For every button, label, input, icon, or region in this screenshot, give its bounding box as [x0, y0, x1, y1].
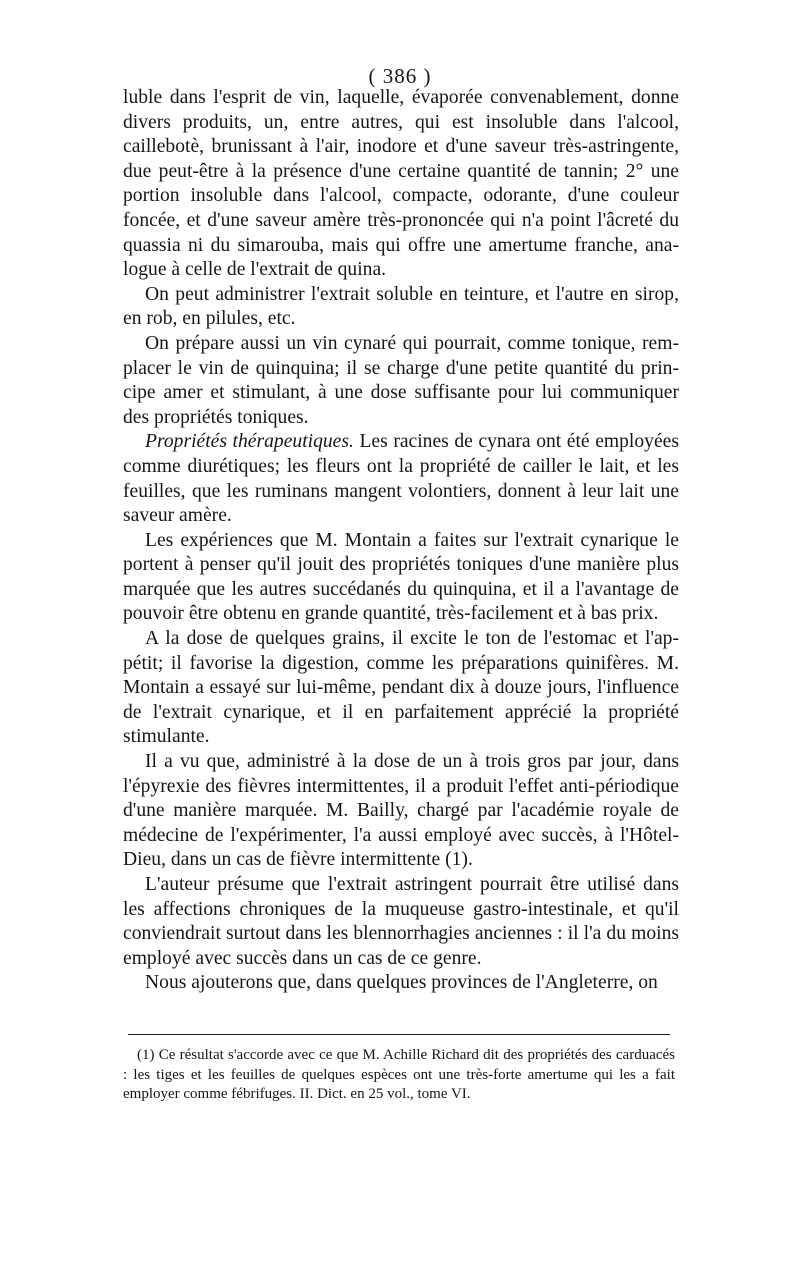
paragraph: A la dose de quelques grains, il excite le ton de l'estomac et l'appétit; il favorise la digestion, comme les préparations quinifères. M. Montain a essayé sur lui-même, pendant dix à douze jours, l'influence de l'extrait cynarique, et il en parfaitement apprécié la propriété stimulante.	[123, 628, 679, 748]
page-number: ( 386 )	[368, 64, 432, 88]
paragraph	[123, 430, 679, 528]
paragraph: On prépare aussi un vin cynaré qui pourrait, comme tonique, remplacer le vin de quinquina; il se charge d'une petite quantité du principe amer et stimulant, à une dose suffisante pour lui communiquer des propriétés toniques.	[123, 332, 679, 428]
paragraph: L'auteur présume que l'extrait astringent pourrait être utilisé dans les affections chroniques de la muqueuse gastro-intestinale, et qu'il conviendrait surtout dans les blennorrhagies anciennes : il l'a du moins employé avec succès dans un cas de ce genre.	[123, 874, 679, 969]
footnotes	[123, 1046, 675, 1105]
footnote: (1) Ce résultat s'accorde avec ce que M. Achille Richard dit des propriétés des carduacés : les tiges et les feuilles de quelques espèces ont une très-forte amertume qui les a fait employer comme fébrifuges. II. Dict. en 25 vol., tome VI.	[123, 1047, 675, 1102]
paragraph: Les expériences que M. Montain a faites sur l'extrait cynarique le portent à penser qu'il jouit des propriétés toniques d'une manière plus marquée que les autres succédanés du quinquina, et il a l'avantage de pouvoir être obtenu en grande quantité, très-facilement et à bas prix.	[123, 529, 679, 625]
paragraph: On peut administrer l'extrait soluble en teinture, et l'autre en sirop, en rob, en pilules, etc.	[123, 283, 679, 330]
paragraph: Nous ajouterons que, dans quelques provinces de l'Angleterre, on	[145, 972, 658, 994]
body-text	[123, 86, 679, 996]
paragraph: luble dans l'esprit de vin, laquelle, évaporée convenablement, donne divers produits, un, entre autres, qui est insoluble dans l'alcool, caillebotè, brunissant à l'air, inodore et d'une saveur très-astringente, due peut-être à la présence d'une certaine quantité de tannin; 2° une portion insoluble dans l'alcool, compacte, odorante, d'une couleur foncée, et d'une saveur amère très-prononcée qui n'a point l'âcreté du quassia ni du simarouba, mais qui offre une amertume franche, analogue à celle de l'extrait de quina.	[123, 87, 679, 281]
footnote-divider	[128, 1034, 670, 1035]
paragraph: Il a vu que, administré à la dose de un à trois gros par jour, dans l'épyrexie des fièvres intermittentes, il a produit l'effet anti-périodique d'une manière marquée. M. Bailly, chargé par l'académie royale de médecine de l'expérimenter, l'a aussi employé avec succès, à l'Hôtel-Dieu, dans un cas de fièvre intermittente (1).	[123, 751, 679, 871]
paragraph-text: Les racines de cynara ont été employées comme diurétiques; les fleurs ont la propriété de cailler le lait, et les feuilles, que les ruminans mangent volontiers, donnent à leur lait une saveur amère.	[123, 431, 679, 527]
section-heading: Propriétés thérapeutiques.	[145, 431, 354, 453]
